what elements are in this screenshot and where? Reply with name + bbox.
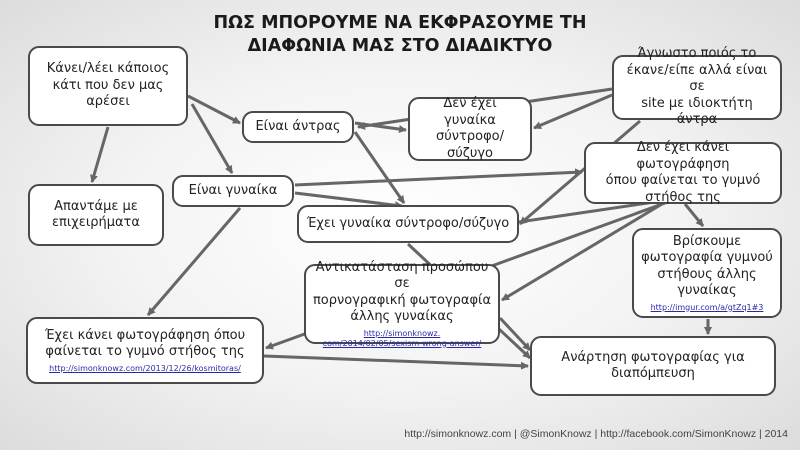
node-label: Είναι άντρας (255, 118, 341, 134)
arrow-woman-to-no-photo (295, 172, 582, 185)
title-line-1: ΠΩΣ ΜΠΟΡΟΥΜΕ ΝΑ ΕΚΦΡΑΣΟΥΜΕ ΤΗ (213, 13, 587, 33)
node-reply-with-arguments (28, 184, 164, 246)
node-no-female-partner (408, 97, 532, 161)
node-link[interactable]: http://simonknowz. com/2014/02/05/sexism-wrong-answer/ (322, 328, 482, 348)
node-no-nude-photoshoot (584, 142, 782, 204)
node-someone-says-something (28, 46, 188, 126)
node-label: Έχει κάνει φωτογράφηση όπου φαίνεται το γυμνό στήθος της (44, 327, 246, 359)
arrow-start-to-argue (92, 127, 108, 182)
node-link[interactable]: http://imgur.com/a/gtZq1#3 (650, 302, 764, 312)
node-label: Είναι γυναίκα (188, 182, 278, 198)
footer-credits: http://simonknowz.com | @SimonKnowz | http://facebook.com/SimonKnowz | 2014 (404, 428, 788, 440)
node-face-swap (304, 259, 500, 348)
node-label: Ανάρτηση φωτογραφίας για διαπόμπευση (561, 349, 745, 381)
node-label: Δεν έχει κάνει φωτογράφηση όπου φαίνεται το γυμνό στήθος της (605, 140, 761, 205)
node-is-woman (172, 175, 294, 207)
node-has-nude-photoshoot (26, 317, 264, 384)
node-label: Αντικατάσταση προσώπου σε πορνογραφική φωτογραφία άλλης γυναίκας (312, 259, 492, 324)
node-label: Δεν έχει γυναίκα σύντροφο/ σύζυγο (436, 96, 504, 161)
node-label: Έχει γυναίκα σύντροφο/σύζυγο (306, 215, 510, 231)
node-unknown-author (612, 46, 782, 128)
node-label: Άγνωστο ποιός το έκανε/είπε αλλά είναι σε site με ιδιοκτήτη άντρα (626, 46, 768, 128)
arrow-has-photo-to-post (264, 356, 528, 366)
node-has-female-partner (297, 205, 519, 243)
node-post-photo (530, 336, 776, 396)
node-label: Βρίσκουμε φωτογραφία γυμνού στήθους άλλης γυναίκας (641, 233, 773, 298)
node-label: Κάνει/λέει κάποιος κάτι που δεν μας αρέσει (46, 61, 170, 110)
title-line-2: ΔΙΑΦΩΝΙΑ ΜΑΣ ΣΤΟ ΔΙΑΔΙΚΤΥΟ (247, 36, 553, 56)
arrow-man-to-has-partner (355, 132, 404, 203)
node-find-other-photo (632, 228, 782, 318)
node-is-man (242, 111, 354, 143)
node-link[interactable]: http://simonknowz.com/2013/12/26/kosmitoras/ (49, 363, 241, 373)
node-label: Απαντάμε με επιχειρήματα (52, 198, 140, 230)
arrow-no-photo-to-find-photo (685, 204, 703, 226)
